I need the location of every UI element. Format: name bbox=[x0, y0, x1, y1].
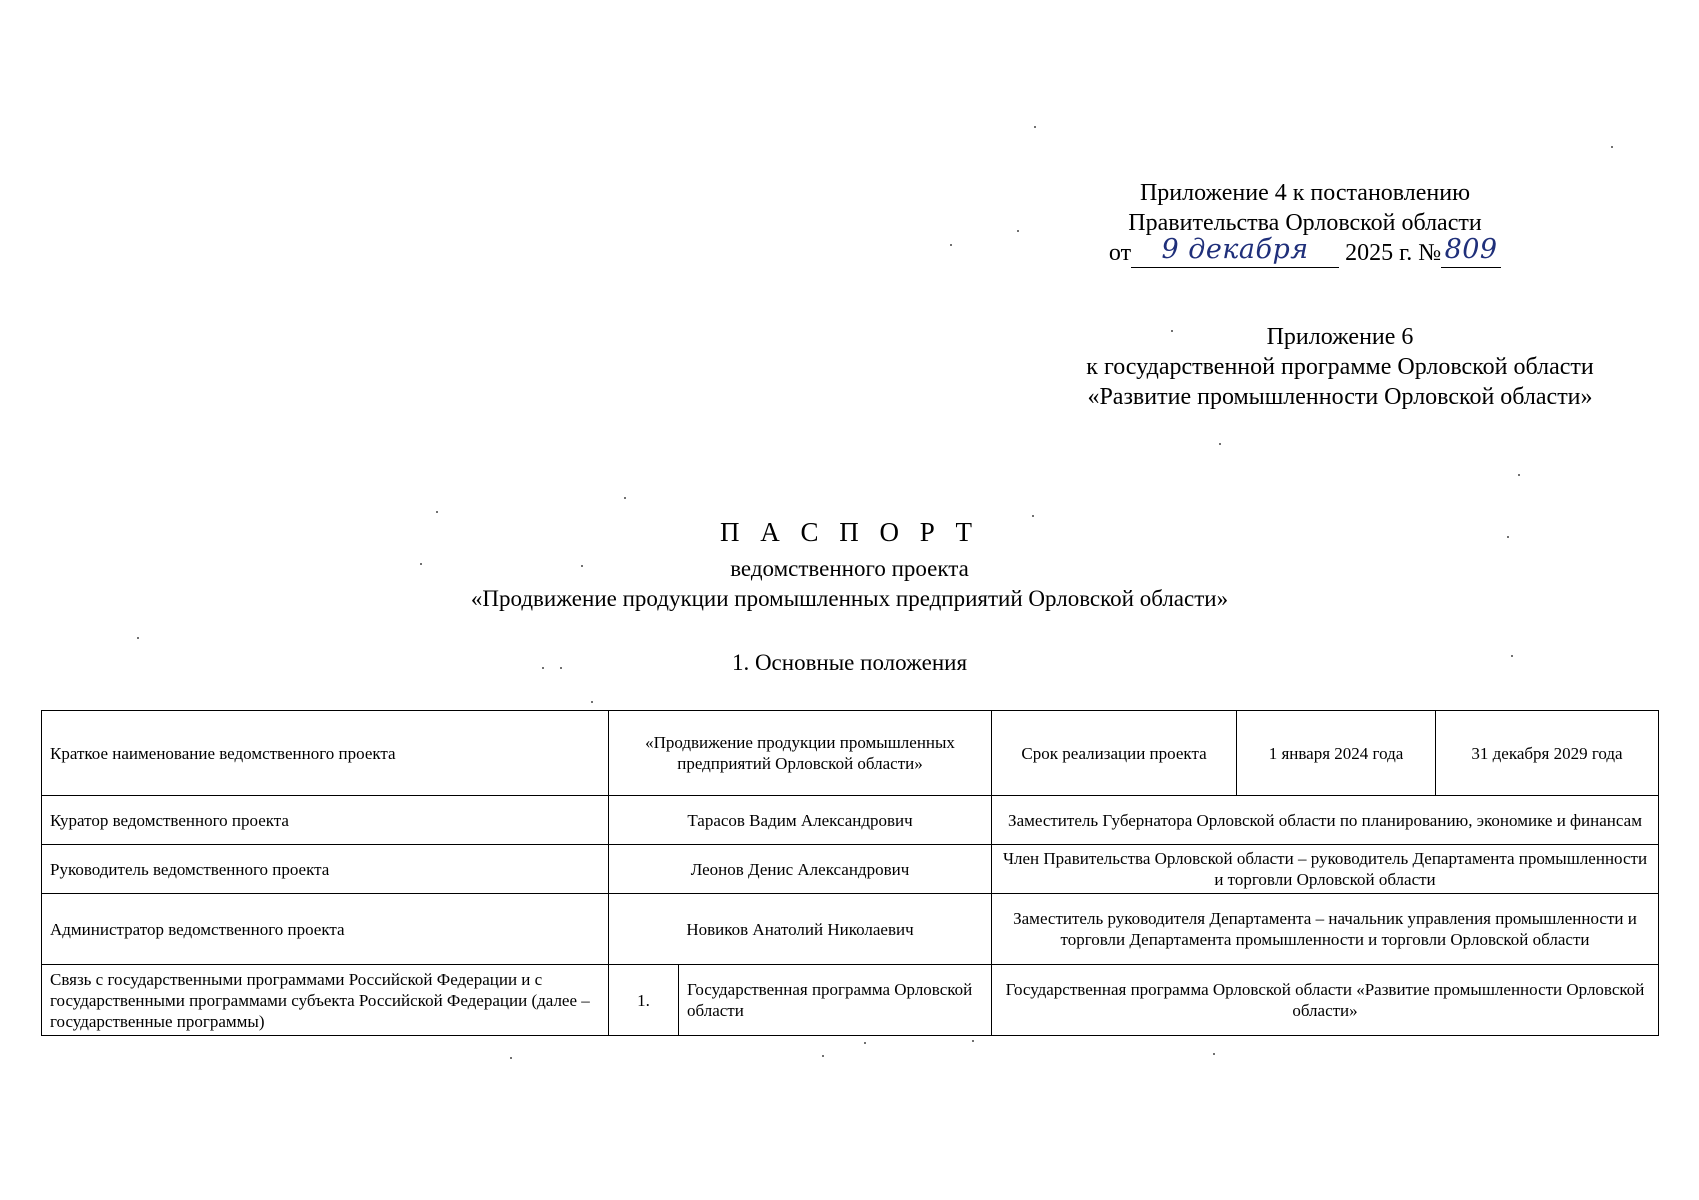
scan-speck bbox=[864, 1042, 866, 1044]
scan-speck bbox=[591, 701, 593, 703]
passport-subtitle: ведомственного проекта bbox=[730, 556, 969, 581]
scan-speck bbox=[1017, 230, 1019, 232]
scan-speck bbox=[137, 637, 139, 639]
scan-speck bbox=[420, 563, 422, 565]
table-row bbox=[42, 845, 1659, 894]
number-field bbox=[1441, 234, 1501, 268]
row-label: Куратор ведомственного проекта bbox=[42, 796, 609, 845]
scan-speck bbox=[542, 667, 544, 669]
person-position: Член Правительства Орловской области – руководитель Департамента промышленности и торговли Орловской области bbox=[992, 845, 1659, 894]
handwritten-date: 9 декабря bbox=[1161, 234, 1309, 265]
section-title: 1. Основные положения bbox=[731, 650, 968, 675]
year-text: 2025 г. № bbox=[1345, 240, 1442, 266]
term-label: Срок реализации проекта bbox=[992, 711, 1237, 796]
scan-speck bbox=[1611, 146, 1613, 148]
date-prefix: от bbox=[1108, 240, 1132, 266]
scan-speck bbox=[560, 667, 562, 669]
scan-speck bbox=[1219, 443, 1221, 445]
appendix-6-line3: «Развитие промышленности Орловской области» bbox=[1087, 384, 1593, 410]
scan-speck bbox=[1507, 536, 1509, 538]
appendix-4-header bbox=[1080, 178, 1530, 268]
row-number: 1. bbox=[609, 965, 679, 1036]
scan-speck bbox=[822, 1055, 824, 1057]
start-date: 1 января 2024 года bbox=[1237, 711, 1436, 796]
table-row bbox=[42, 894, 1659, 965]
appendix-4-line1: Приложение 4 к постановлению bbox=[1139, 180, 1471, 206]
scan-speck bbox=[436, 511, 438, 513]
table-row bbox=[42, 965, 1659, 1036]
scan-speck bbox=[1032, 515, 1034, 517]
row-label: Связь с государственными программами Российской Федерации и с государственными программами субъекта Российской Федерации (далее – государственные программы) bbox=[42, 965, 609, 1036]
handwritten-number: 809 bbox=[1444, 234, 1498, 265]
main-provisions-table bbox=[41, 710, 1659, 1036]
person-name: Леонов Денис Александрович bbox=[609, 845, 992, 894]
appendix-6-line2: к государственной программе Орловской области bbox=[1086, 354, 1594, 380]
appendix-4-date-line bbox=[1080, 234, 1530, 268]
person-position: Заместитель Губернатора Орловской области по планированию, экономике и финансам bbox=[992, 796, 1659, 845]
passport-title: П А С П О Р Т bbox=[719, 517, 979, 547]
end-date: 31 декабря 2029 года bbox=[1436, 711, 1659, 796]
scan-speck bbox=[1171, 330, 1173, 332]
date-field bbox=[1131, 234, 1339, 268]
program-name: Государственная программа Орловской области «Развитие промышленности Орловской области» bbox=[992, 965, 1659, 1036]
scan-speck bbox=[1518, 474, 1520, 476]
scan-speck bbox=[1213, 1053, 1215, 1055]
person-name: Тарасов Вадим Александрович bbox=[609, 796, 992, 845]
scan-speck bbox=[950, 244, 952, 246]
table-row bbox=[42, 796, 1659, 845]
scan-speck bbox=[624, 497, 626, 499]
scan-speck bbox=[972, 1040, 974, 1042]
appendix-6-header bbox=[1010, 322, 1670, 412]
program-type: Государственная программа Орловской области bbox=[679, 965, 992, 1036]
row-label: Краткое наименование ведомственного проекта bbox=[42, 711, 609, 796]
scan-speck bbox=[1034, 126, 1036, 128]
table-row bbox=[42, 711, 1659, 796]
person-name: Новиков Анатолий Николаевич bbox=[609, 894, 992, 965]
row-label: Руководитель ведомственного проекта bbox=[42, 845, 609, 894]
appendix-4-line2: Правительства Орловской области bbox=[1128, 210, 1482, 236]
scan-speck bbox=[581, 565, 583, 567]
person-position: Заместитель руководителя Департамента – начальник управления промышленности и торговли Департамента промышленности и торговли Орловской области bbox=[992, 894, 1659, 965]
scan-speck bbox=[510, 1057, 512, 1059]
appendix-6-line1: Приложение 6 bbox=[1266, 324, 1414, 350]
row-label: Администратор ведомственного проекта bbox=[42, 894, 609, 965]
project-short-name: «Продвижение продукции промышленных предприятий Орловской области» bbox=[609, 711, 992, 796]
project-name-title: «Продвижение продукции промышленных предприятий Орловской области» bbox=[470, 586, 1229, 611]
scan-speck bbox=[1511, 655, 1513, 657]
